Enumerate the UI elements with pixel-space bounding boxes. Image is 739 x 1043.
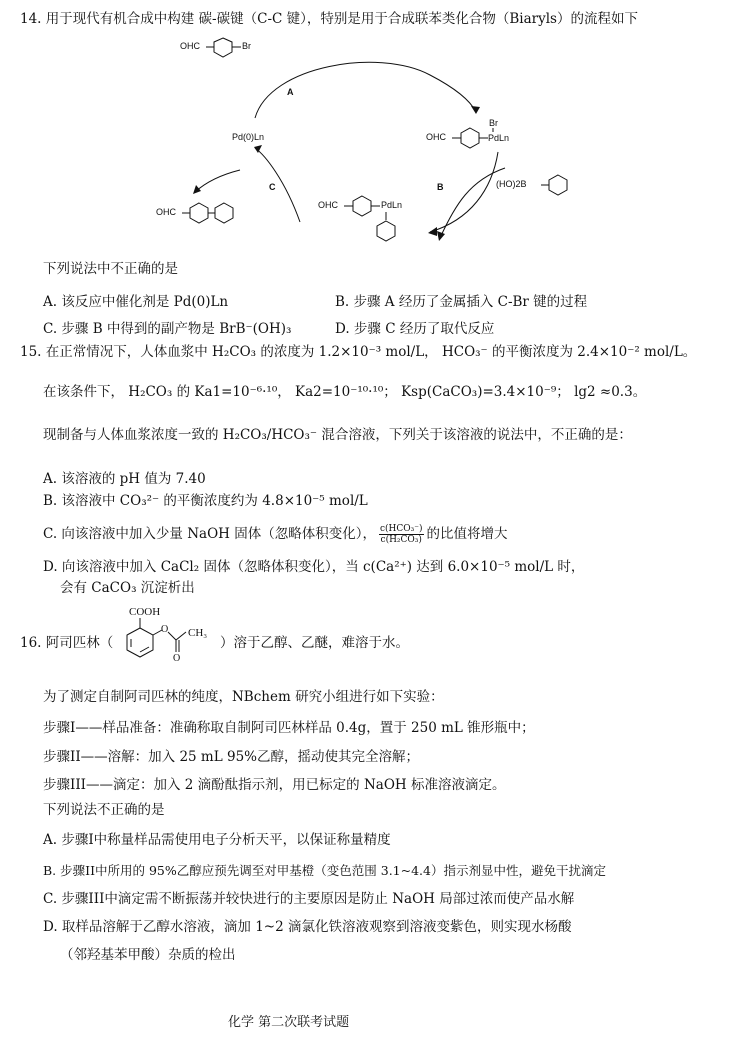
- q15-option-c-pre: C. 向该溶液中加入少量 NaOH 固体（忽略体积变化），: [43, 526, 376, 542]
- aspirin-o-ester-label: O: [161, 624, 169, 635]
- arrow-step-c: [255, 148, 300, 222]
- q16-title-post: ）溶于乙醇、乙醚，难溶于水。: [220, 635, 409, 651]
- q16-prompt: 下列说法不正确的是: [43, 802, 165, 818]
- q14-option-c: C. 步骤 B 中得到的副产物是 BrB⁻(OH)₃: [43, 321, 292, 337]
- aspirin-cooh-label: COOH: [129, 606, 161, 618]
- arrow-release: [195, 170, 240, 192]
- q16-intro: 为了测定自制阿司匹林的纯度，NBchem 研究小组进行如下实验：: [43, 689, 444, 705]
- q14-stem: 14. 用于现代有机合成中构建 碳-碳键（C-C 键），特别是用于合成联苯类化合物（Biaryls）的流程如下: [20, 11, 638, 27]
- q16-title-pre: 16. 阿司匹林（: [20, 635, 114, 651]
- start-br-label: Br: [242, 41, 251, 51]
- q16-step-1: 步骤I——样品准备：准确称取自制阿司匹林样品 0.4g，置于 250 mL 锥形瓶中；: [43, 720, 535, 736]
- q16-option-a: A. 步骤I中称量样品需使用电子分析天平，以保证称量精度: [43, 832, 391, 848]
- intermediate-2-pd-label: PdLn: [381, 200, 403, 210]
- catalytic-cycle-svg: [0, 0, 739, 260]
- q15-option-d-line-1: D. 向该溶液中加入 CaCl₂ 固体（忽略体积变化），当 c(Ca²⁺) 达到 6.0×10⁻⁵ mol/L 时，: [43, 559, 585, 575]
- start-ohc-label: OHC: [180, 41, 200, 51]
- q16-option-c: C. 步骤III中滴定需不断振荡并较快进行的主要原因是防止 NaOH 局部过浓而使产品水解: [43, 891, 575, 907]
- intermediate-1-br-label: Br: [489, 118, 498, 128]
- intermediate-1-pd-label: PdLn: [488, 133, 510, 143]
- ratio-denominator: c(H₂CO₃): [380, 535, 422, 545]
- ring-intermediate-1: [461, 128, 479, 148]
- q16-step-2: 步骤II——溶解：加入 25 mL 95%乙醇，摇动使其完全溶解；: [43, 749, 419, 765]
- ratio-numerator: c(HCO₃⁻): [379, 524, 423, 534]
- step-c-label: C: [269, 182, 276, 192]
- ring-intermediate-2-phenyl: [377, 221, 395, 241]
- ring-product-1: [190, 203, 208, 223]
- q15-option-a: A. 该溶液的 pH 值为 7.40: [43, 471, 206, 487]
- ring-product-2: [215, 203, 233, 223]
- ring-substrate: [214, 38, 232, 57]
- q16-step-3: 步骤III——滴定：加入 2 滴酚酞指示剂，用已标定的 NaOH 标准溶液滴定。: [43, 777, 506, 793]
- product-ohc-label: OHC: [156, 207, 176, 217]
- q14-option-d: D. 步骤 C 经历了取代反应: [335, 321, 495, 337]
- q15-line-1: 15. 在正常情况下，人体血浆中 H₂CO₃ 的浓度为 1.2×10⁻³ mol/L， HCO₃⁻ 的平衡浓度为 2.4×10⁻² mol/L。: [20, 344, 697, 360]
- intermediate-2-ohc-label: OHC: [318, 200, 338, 210]
- catalyst-label: Pd(0)Ln: [232, 132, 265, 142]
- q14-option-b: B. 步骤 A 经历了金属插入 C-Br 键的过程: [335, 294, 588, 310]
- q15-option-b: B. 该溶液中 CO₃²⁻ 的平衡浓度约为 4.8×10⁻⁵ mol/L: [43, 493, 368, 509]
- aspirin-o-carbonyl-label: O: [173, 653, 181, 664]
- q15-option-c: [43, 524, 508, 545]
- q14-option-a: A. 该反应中催化剂是 Pd(0)Ln: [43, 294, 229, 310]
- aspirin-ch3-label: CH₃: [188, 627, 208, 639]
- q15-line-3: 现制备与人体血浆浓度一致的 H₂CO₃/HCO₃⁻ 混合溶液，下列关于该溶液的说法中，不正确的是：: [43, 427, 632, 443]
- concentration-ratio: [379, 524, 424, 545]
- q16-option-d-line-2: （邻羟基苯甲酸）杂质的检出: [60, 947, 236, 963]
- q16-option-d-line-1: D. 取样品溶解于乙醇水溶液，滴加 1~2 滴氯化铁溶液观察到溶液变紫色，则实现水杨酸: [43, 919, 572, 935]
- q15-option-c-post: 的比值将增大: [426, 526, 508, 542]
- q15-line-2: 在该条件下， H₂CO₃ 的 Ka1=10⁻⁶·¹⁰， Ka2=10⁻¹⁰·¹⁰； Ksp(CaCO₃)=3.4×10⁻⁹； lg2 ≈0.3。: [43, 384, 647, 400]
- q16-option-b: B. 步骤II中所用的 95%乙醇应预先调至对甲基橙（变色范围 3.1~4.4）指示剂显中性，避免干扰滴定: [43, 863, 606, 878]
- q14-prompt: 下列说法中不正确的是: [43, 261, 178, 277]
- arrow-step-b: [430, 152, 498, 232]
- step-a-label: A: [287, 87, 294, 97]
- ring-boronic: [549, 175, 567, 195]
- boronic-acid-label: (HO)2B: [496, 179, 527, 189]
- ring-intermediate-2: [353, 196, 371, 216]
- intermediate-1-ohc-label: OHC: [426, 132, 446, 142]
- page-footer: 化学 第二次联考试题: [228, 1015, 350, 1030]
- step-b-label: B: [437, 182, 444, 192]
- q15-option-d-line-2: 会有 CaCO₃ 沉淀析出: [60, 580, 195, 596]
